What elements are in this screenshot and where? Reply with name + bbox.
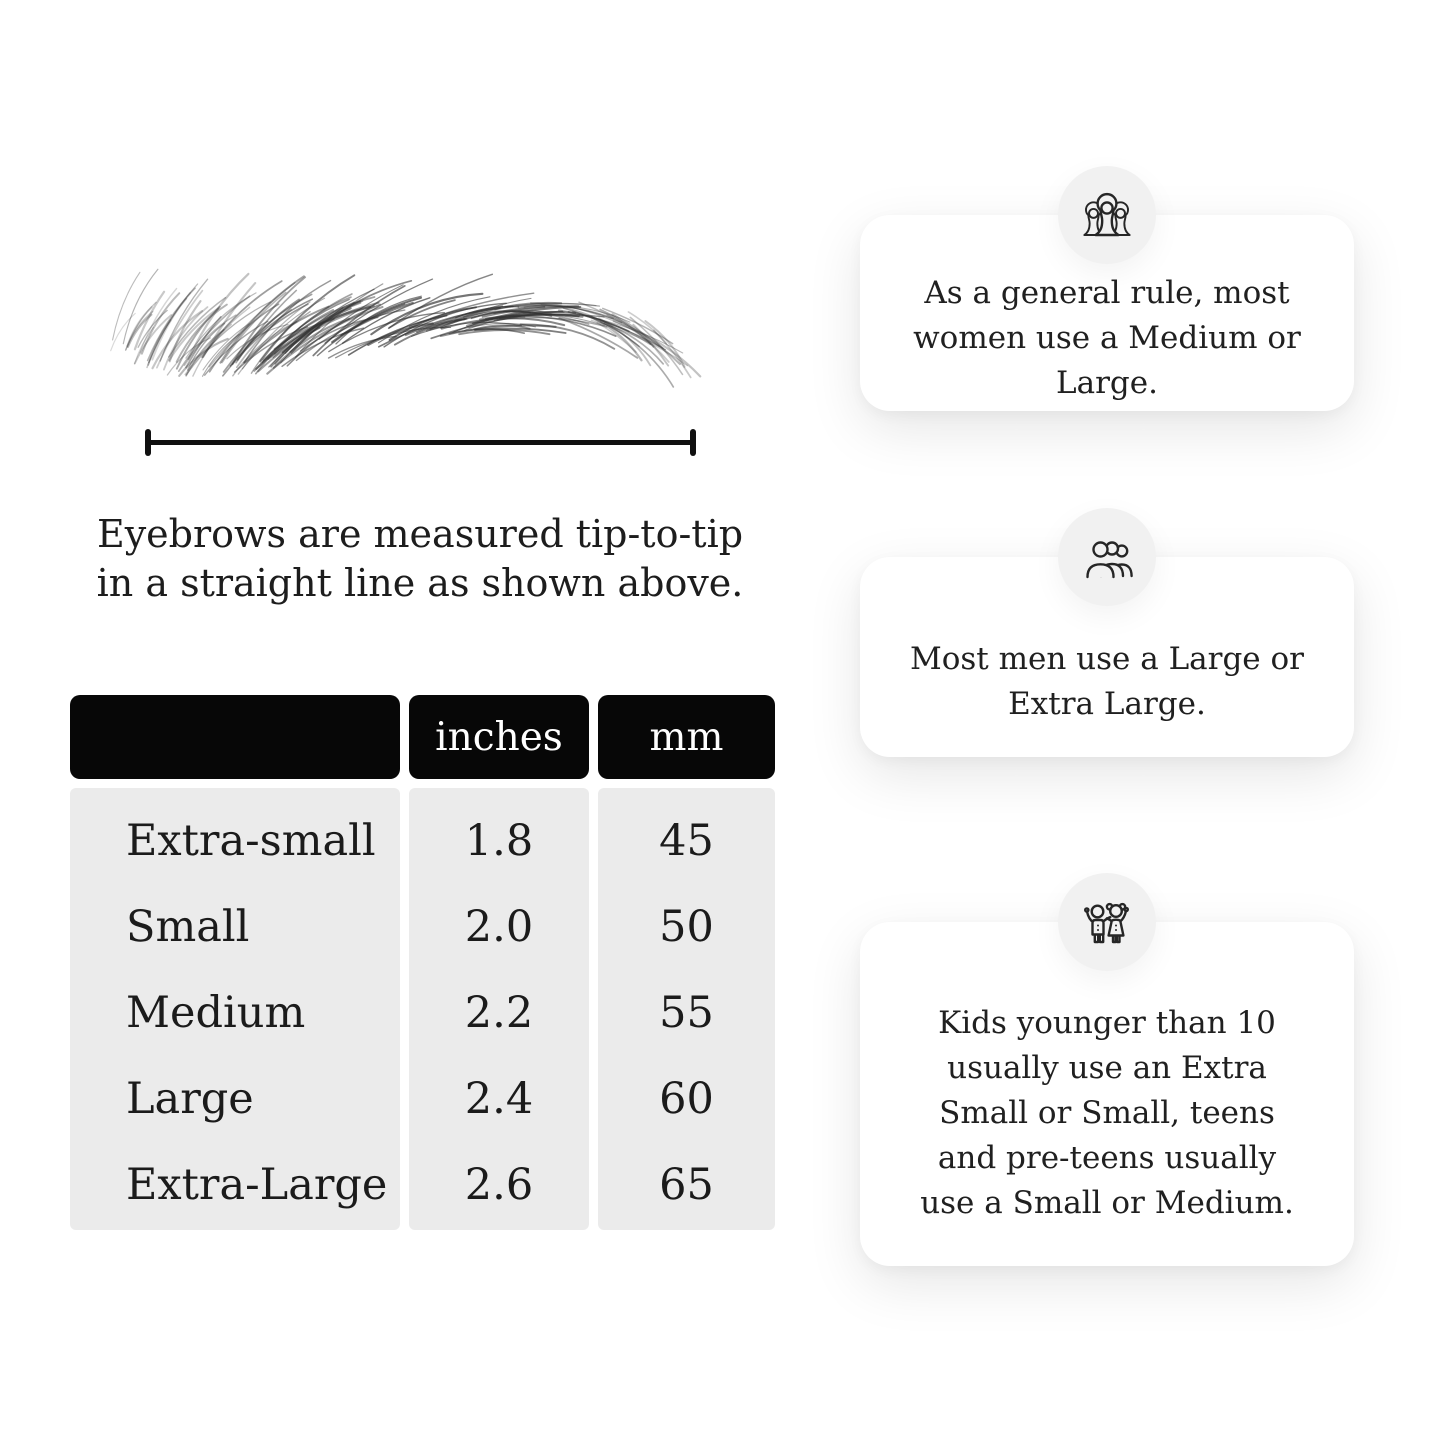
- measurement-caption: [90, 510, 750, 608]
- size-table-header: [70, 695, 775, 779]
- men-group-icon: [1075, 530, 1139, 584]
- size-table-mm-column: [598, 788, 775, 1230]
- mm-value: 65: [659, 1160, 714, 1210]
- card-text: Most men use a Large or Extra Large.: [909, 641, 1304, 722]
- info-card-women: [860, 215, 1354, 411]
- card-text: Kids younger than 10 usually use an Extra Small or Small, teens and pre-teens usually use a Small or Medium.: [920, 1004, 1294, 1221]
- inches-value: 2.6: [464, 1160, 534, 1210]
- icon-circle: [1058, 508, 1156, 606]
- card-text: As a general rule, most women use a Medium or Large.: [913, 274, 1301, 401]
- eyebrow-illustration: [100, 230, 740, 410]
- info-card-kids: [860, 922, 1354, 1266]
- size-table-inches-column: [409, 788, 589, 1230]
- size-table-header-inches: inches: [409, 695, 589, 779]
- size-table-label-column: [70, 788, 400, 1230]
- info-card-men: [860, 557, 1354, 757]
- mm-value: 55: [659, 988, 714, 1038]
- size-label: Small: [126, 902, 250, 952]
- mm-value: 50: [659, 902, 714, 952]
- women-group-icon: [1075, 188, 1139, 242]
- measurement-line: [148, 440, 693, 445]
- icon-circle: [1058, 873, 1156, 971]
- inches-value: 2.4: [464, 1074, 534, 1124]
- size-table-header-mm: mm: [598, 695, 775, 779]
- inches-value: 2.2: [464, 988, 534, 1038]
- size-label: Extra-small: [126, 816, 376, 866]
- mm-value: 45: [659, 816, 714, 866]
- size-label: Extra-Large: [126, 1160, 388, 1210]
- inches-value: 2.0: [464, 902, 534, 952]
- measurement-tick-right: [690, 429, 696, 456]
- size-label: Medium: [126, 988, 306, 1038]
- size-label: Large: [126, 1074, 254, 1124]
- icon-circle: [1058, 166, 1156, 264]
- size-table-body: [70, 788, 775, 1230]
- kids-icon: [1075, 895, 1139, 949]
- caption-line-1: Eyebrows are measured tip-to-tip: [96, 512, 744, 556]
- mm-value: 60: [659, 1074, 714, 1124]
- size-table-header-blank: [70, 695, 400, 779]
- caption-line-2: in a straight line as shown above.: [96, 561, 744, 605]
- inches-value: 1.8: [464, 816, 534, 866]
